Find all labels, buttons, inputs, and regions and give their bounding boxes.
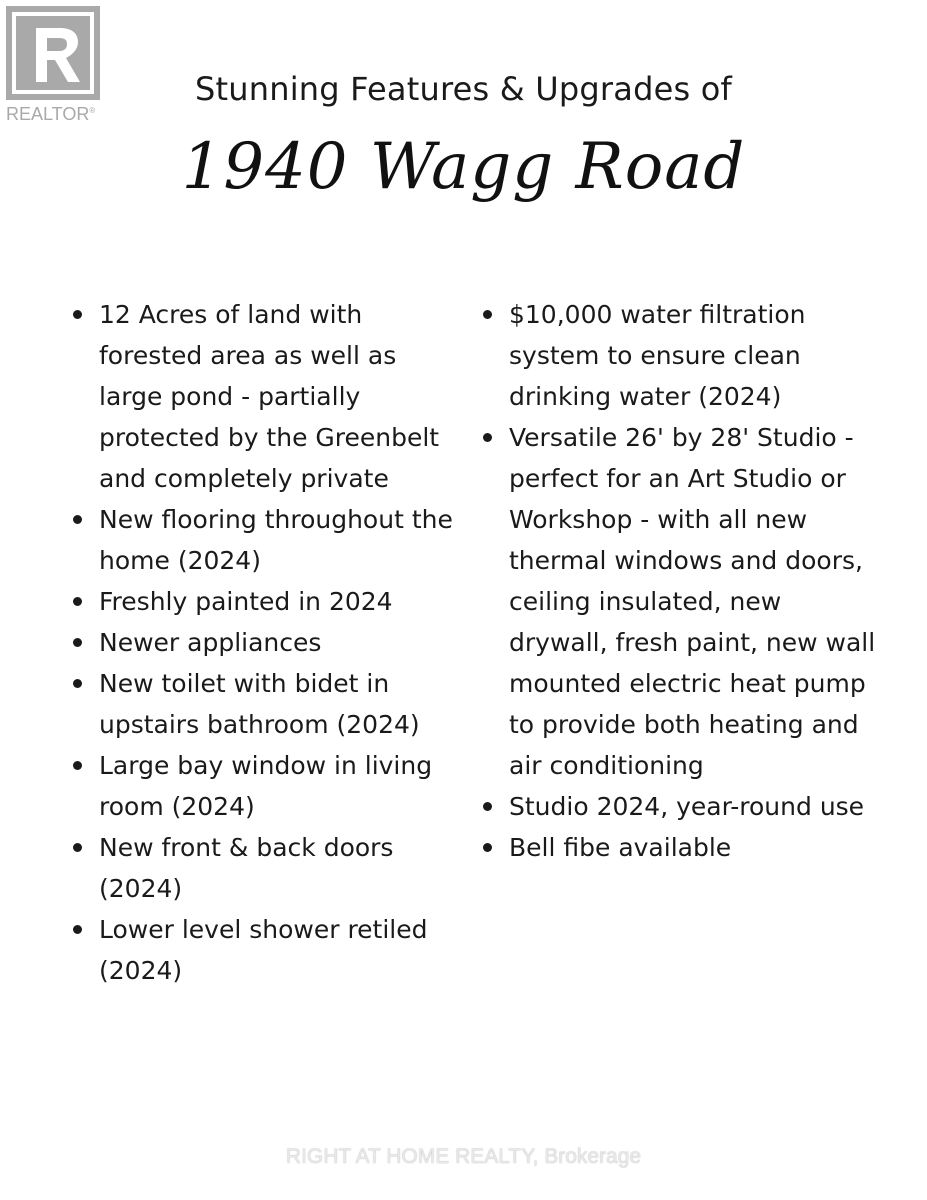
list-item: Newer appliances [70, 622, 465, 663]
bullet-icon [73, 843, 82, 852]
bullet-icon [483, 802, 492, 811]
features-list-right [480, 294, 880, 868]
bullet-icon [73, 761, 82, 770]
list-item: Bell fibe available [480, 827, 880, 868]
bullet-icon [73, 679, 82, 688]
list-item: Versatile 26' by 28' Studio - perfect for an Art Studio or Workshop - with all new thermal windows and doors, ceiling insulated, new drywall, fresh paint, new wall mounted electric heat pump to provide both heating and air conditioning [480, 417, 880, 786]
list-item: Large bay window in living room (2024) [70, 745, 465, 827]
list-item: New toilet with bidet in upstairs bathroom (2024) [70, 663, 465, 745]
bullet-icon [73, 515, 82, 524]
realtor-logo [6, 6, 110, 128]
page-title: 1940 Wagg Road [181, 130, 746, 204]
page-subtitle: Stunning Features & Upgrades of [195, 70, 732, 108]
bullet-icon [483, 843, 492, 852]
list-item: Lower level shower retiled (2024) [70, 909, 465, 991]
list-item: New flooring throughout the home (2024) [70, 499, 465, 581]
bullet-icon [73, 310, 82, 319]
list-item: $10,000 water filtration system to ensure clean drinking water (2024) [480, 294, 880, 417]
brokerage-footer: RIGHT AT HOME REALTY, Brokerage [285, 1145, 642, 1168]
bullet-icon [483, 310, 492, 319]
list-item: Studio 2024, year-round use [480, 786, 880, 827]
bullet-icon [483, 433, 492, 442]
realtor-wordmark: REALTOR® [6, 104, 96, 124]
list-item: New front & back doors (2024) [70, 827, 465, 909]
bullet-icon [73, 925, 82, 934]
features-list-left [70, 294, 465, 991]
list-item: 12 Acres of land with forested area as well as large pond - partially protected by the Greenbelt and completely private [70, 294, 465, 499]
bullet-icon [73, 638, 82, 647]
bullet-icon [73, 597, 82, 606]
list-item: Freshly painted in 2024 [70, 581, 465, 622]
